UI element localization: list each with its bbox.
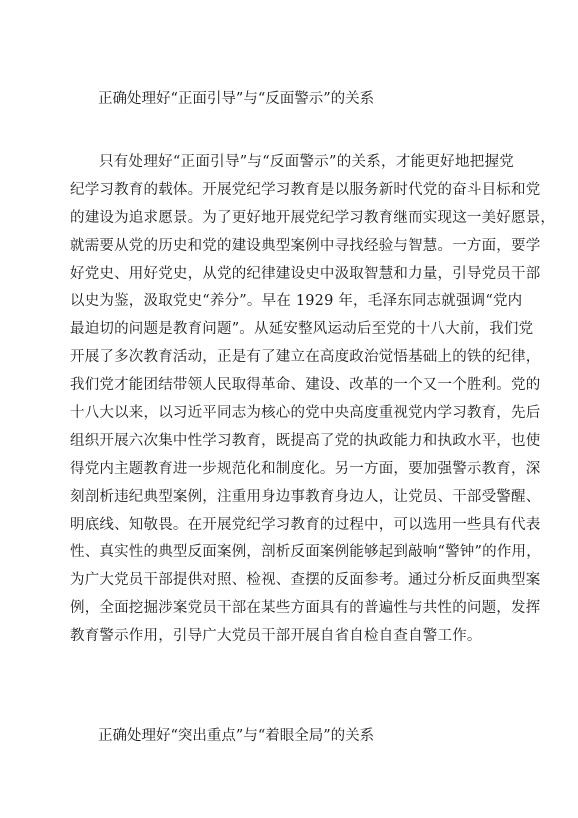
paragraph-line: 好党史、用好党史，从党的纪律建设史中汲取智慧和力量，引导党员干部	[70, 265, 541, 282]
paragraph-line: 以史为鉴，汲取党史“养分”。早在 1929 年，毛泽东同志就强调“党内	[70, 293, 523, 310]
paragraph-line: 性、真实性的典型反面案例，剖析反面案例能够起到敲响“警钟”的作用，	[70, 544, 541, 561]
section-heading-1: 正确处理好“正面引导”与“反面警示”的关系	[98, 91, 375, 107]
body-paragraph	[70, 149, 556, 651]
paragraph-line: 就需要从党的历史和党的建设典型案例中寻找经验与智慧。一方面，要学	[70, 237, 541, 254]
paragraph-line: 最迫切的问题是教育问题”。从延安整风运动后至党的十八大前，我们党	[70, 321, 534, 338]
paragraph-line: 刻剖析违纪典型案例，注重用身边事教育身边人，让党员、干部受警醒、	[70, 488, 541, 505]
paragraph-line: 例，全面挖掘涉案党员干部在某些方面具有的普遍性与共性的问题，发挥	[70, 600, 541, 617]
paragraph-line: 十八大以来，以习近平同志为核心的党中央高度重视党内学习教育，先后	[70, 405, 541, 422]
paragraph-line: 明底线、知敬畏。在开展党纪学习教育的过程中，可以选用一些具有代表	[70, 516, 541, 533]
paragraph-line: 的建设为追求愿景。为了更好地开展党纪学习教育继而实现这一美好愿景，	[70, 209, 556, 226]
paragraph-line: 只有处理好“正面引导”与“反面警示”的关系，才能更好地把握党	[99, 154, 514, 170]
paragraph-line: 我们党才能团结带领人民取得革命、建设、改革的一个又一个胜利。党的	[70, 377, 541, 394]
section-heading-2: 正确处理好“突出重点”与“着眼全局”的关系	[98, 728, 375, 744]
paragraph-line: 为广大党员干部提供对照、检视、查摆的反面参考。通过分析反面典型案	[70, 572, 541, 589]
paragraph-line: 开展了多次教育活动，正是有了建立在高度政治觉悟基础上的铁的纪律，	[70, 349, 541, 366]
paragraph-line: 组织开展六次集中性学习教育，既提高了党的执政能力和执政水平，也使	[70, 432, 541, 449]
paragraph-line: 纪学习教育的载体。开展党纪学习教育是以服务新时代党的奋斗目标和党	[70, 181, 541, 198]
paragraph-line: 得党内主题教育进一步规范化和制度化。另一方面，要加强警示教育，深	[70, 460, 541, 477]
paragraph-line: 教育警示作用，引导广大党员干部开展自省自检自查自警工作。	[70, 628, 482, 645]
